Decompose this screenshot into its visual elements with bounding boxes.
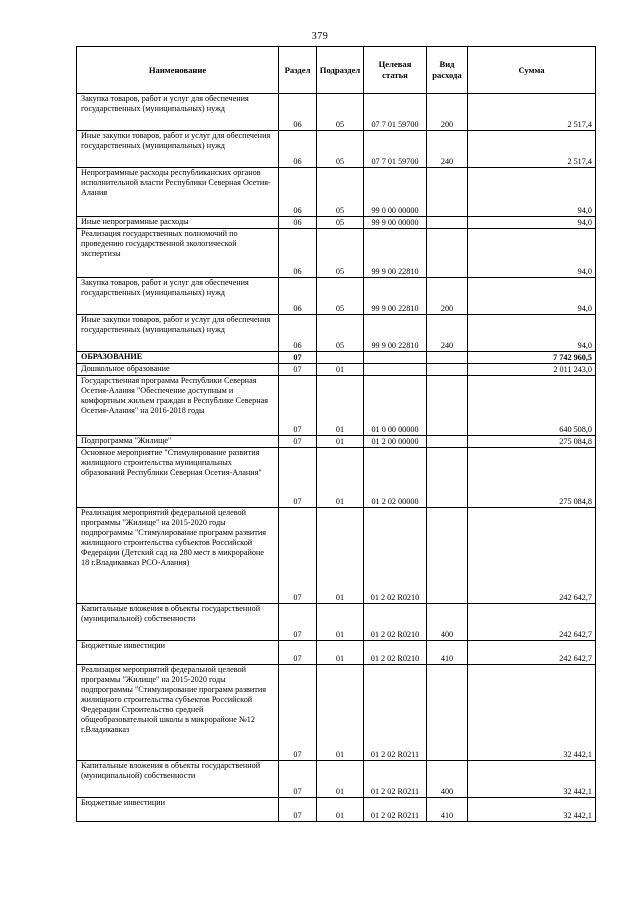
cell-section: 07 (279, 641, 317, 665)
cell-name: Реализация мероприятий федеральной целевой программы "Жилище" на 2015-2020 годы подпрограммы "Стимулирование программ развития жилищного строительства субъектов Российской Федерации Строительство средней общеобразовательной школы в микрорайоне №12 г.Владикавказ (77, 665, 279, 761)
cell-target: 99 9 00 00000 (364, 217, 427, 229)
budget-table (76, 46, 596, 822)
cell-subsection: 01 (317, 798, 364, 822)
cell-name: Капитальные вложения в объекты государственной (муниципальной) собственности (77, 761, 279, 798)
cell-kind (427, 436, 468, 448)
cell-target: 99 9 00 22810 (364, 315, 427, 352)
cell-sum: 7 742 960,5 (468, 352, 596, 364)
cell-kind (427, 364, 468, 376)
cell-target (364, 364, 427, 376)
cell-kind: 240 (427, 315, 468, 352)
cell-subsection: 05 (317, 94, 364, 131)
header-section: Раздел (279, 47, 317, 94)
cell-sum: 640 508,0 (468, 376, 596, 436)
header-sum: Сумма (468, 47, 596, 94)
cell-kind: 200 (427, 94, 468, 131)
cell-target: 99 9 00 22810 (364, 278, 427, 315)
cell-target: 01 0 00 00000 (364, 376, 427, 436)
cell-target: 01 2 02 R0211 (364, 665, 427, 761)
cell-subsection: 05 (317, 217, 364, 229)
table-row (77, 229, 596, 278)
cell-sum: 32 442,1 (468, 665, 596, 761)
cell-subsection: 05 (317, 229, 364, 278)
table-row (77, 217, 596, 229)
cell-subsection: 05 (317, 315, 364, 352)
header-subsection: Подраздел (317, 47, 364, 94)
cell-sum: 275 084,8 (468, 436, 596, 448)
cell-kind (427, 352, 468, 364)
table-row (77, 665, 596, 761)
cell-name: Основное мероприятие "Стимулирование развития жилищного строительства муниципальных образований Республики Северная Осетия-Алания" (77, 448, 279, 508)
cell-sum: 2 517,4 (468, 94, 596, 131)
table-row (77, 352, 596, 364)
cell-kind: 400 (427, 604, 468, 641)
cell-name: Реализация государственных полномочий по проведению государственной экологической экспертизы (77, 229, 279, 278)
cell-target: 99 0 00 00000 (364, 168, 427, 217)
table-header (77, 47, 596, 94)
cell-name: ОБРАЗОВАНИЕ (77, 352, 279, 364)
cell-subsection: 01 (317, 761, 364, 798)
cell-section: 06 (279, 168, 317, 217)
table-body (77, 94, 596, 822)
cell-target: 01 2 02 R0211 (364, 798, 427, 822)
cell-section: 07 (279, 364, 317, 376)
cell-subsection: 01 (317, 448, 364, 508)
page-number: 379 (311, 31, 329, 42)
cell-kind: 200 (427, 278, 468, 315)
cell-kind (427, 508, 468, 604)
cell-subsection: 05 (317, 168, 364, 217)
cell-kind (427, 665, 468, 761)
cell-name: Дошкольное образование (77, 364, 279, 376)
cell-section: 07 (279, 376, 317, 436)
cell-kind: 410 (427, 641, 468, 665)
cell-section: 07 (279, 665, 317, 761)
cell-subsection: 01 (317, 508, 364, 604)
cell-subsection: 05 (317, 278, 364, 315)
cell-sum: 94,0 (468, 315, 596, 352)
cell-sum: 94,0 (468, 217, 596, 229)
cell-section: 07 (279, 352, 317, 364)
cell-subsection: 01 (317, 604, 364, 641)
cell-sum: 94,0 (468, 278, 596, 315)
cell-target: 07 7 01 59700 (364, 94, 427, 131)
cell-name: Бюджетные инвестиции (77, 641, 279, 665)
cell-subsection: 01 (317, 376, 364, 436)
cell-name: Подпрограмма "Жилище" (77, 436, 279, 448)
cell-name: Капитальные вложения в объекты государственной (муниципальной) собственности (77, 604, 279, 641)
cell-sum: 32 442,1 (468, 761, 596, 798)
header-kind: Вид расхода (427, 47, 468, 94)
cell-section: 06 (279, 229, 317, 278)
cell-kind: 410 (427, 798, 468, 822)
cell-kind (427, 448, 468, 508)
table-row (77, 448, 596, 508)
cell-name: Закупка товаров, работ и услуг для обеспечения государственных (муниципальных) нужд (77, 94, 279, 131)
table-row (77, 508, 596, 604)
table-row (77, 364, 596, 376)
cell-subsection (317, 352, 364, 364)
cell-section: 07 (279, 798, 317, 822)
cell-section: 07 (279, 604, 317, 641)
cell-target: 01 2 02 R0210 (364, 604, 427, 641)
table-row (77, 278, 596, 315)
cell-target: 99 9 00 22810 (364, 229, 427, 278)
cell-kind (427, 229, 468, 278)
cell-name: Иные закупки товаров, работ и услуг для обеспечения государственных (муниципальных) нужд (77, 315, 279, 352)
cell-kind: 400 (427, 761, 468, 798)
cell-section: 07 (279, 761, 317, 798)
cell-target: 01 2 02 R0210 (364, 641, 427, 665)
cell-name: Государственная программа Республики Северная Осетия-Алания "Обеспечение доступным и комфортным жильем граждан в Республике Северная Осетия-Алания" на 2016-2018 годы (77, 376, 279, 436)
cell-sum: 94,0 (468, 229, 596, 278)
cell-section: 06 (279, 131, 317, 168)
table-row (77, 761, 596, 798)
cell-kind (427, 217, 468, 229)
table-row (77, 131, 596, 168)
cell-name: Иные непрограммные расходы (77, 217, 279, 229)
cell-section: 06 (279, 94, 317, 131)
cell-target: 01 2 02 R0211 (364, 761, 427, 798)
cell-target: 01 2 02 00000 (364, 448, 427, 508)
header-name: Наименование (77, 47, 279, 94)
cell-sum: 32 442,1 (468, 798, 596, 822)
cell-name: Иные закупки товаров, работ и услуг для обеспечения государственных (муниципальных) нужд (77, 131, 279, 168)
table-row (77, 436, 596, 448)
cell-section: 07 (279, 436, 317, 448)
table-row (77, 168, 596, 217)
cell-name: Бюджетные инвестиции (77, 798, 279, 822)
table-row (77, 798, 596, 822)
cell-sum: 2 517,4 (468, 131, 596, 168)
cell-kind (427, 376, 468, 436)
table-row (77, 94, 596, 131)
cell-target (364, 352, 427, 364)
cell-subsection: 01 (317, 364, 364, 376)
table-row (77, 604, 596, 641)
cell-sum: 94,0 (468, 168, 596, 217)
cell-sum: 242 642,7 (468, 604, 596, 641)
cell-section: 07 (279, 508, 317, 604)
cell-sum: 242 642,7 (468, 641, 596, 665)
cell-subsection: 01 (317, 665, 364, 761)
cell-sum: 2 011 243,0 (468, 364, 596, 376)
cell-target: 07 7 01 59700 (364, 131, 427, 168)
cell-section: 06 (279, 217, 317, 229)
cell-subsection: 01 (317, 436, 364, 448)
cell-section: 06 (279, 315, 317, 352)
cell-name: Закупка товаров, работ и услуг для обеспечения государственных (муниципальных) нужд (77, 278, 279, 315)
cell-target: 01 2 02 R0210 (364, 508, 427, 604)
cell-target: 01 2 00 00000 (364, 436, 427, 448)
table-row (77, 641, 596, 665)
cell-kind: 240 (427, 131, 468, 168)
cell-section: 07 (279, 448, 317, 508)
table-row (77, 376, 596, 436)
cell-kind (427, 168, 468, 217)
cell-subsection: 05 (317, 131, 364, 168)
cell-sum: 275 084,8 (468, 448, 596, 508)
cell-subsection: 01 (317, 641, 364, 665)
cell-section: 06 (279, 278, 317, 315)
table-row (77, 315, 596, 352)
cell-sum: 242 642,7 (468, 508, 596, 604)
cell-name: Реализация мероприятий федеральной целевой программы "Жилище" на 2015-2020 годы подпрограммы "Стимулирование программ развития жилищного строительства субъектов Российской Федерации (Детский сад на 280 мест в микрорайоне 18 г.Владикавказ РСО-Алания) (77, 508, 279, 604)
header-target: Целевая статья (364, 47, 427, 94)
cell-name: Непрограммные расходы республиканских органов исполнительной власти Республики Северная Осетия-Алания (77, 168, 279, 217)
